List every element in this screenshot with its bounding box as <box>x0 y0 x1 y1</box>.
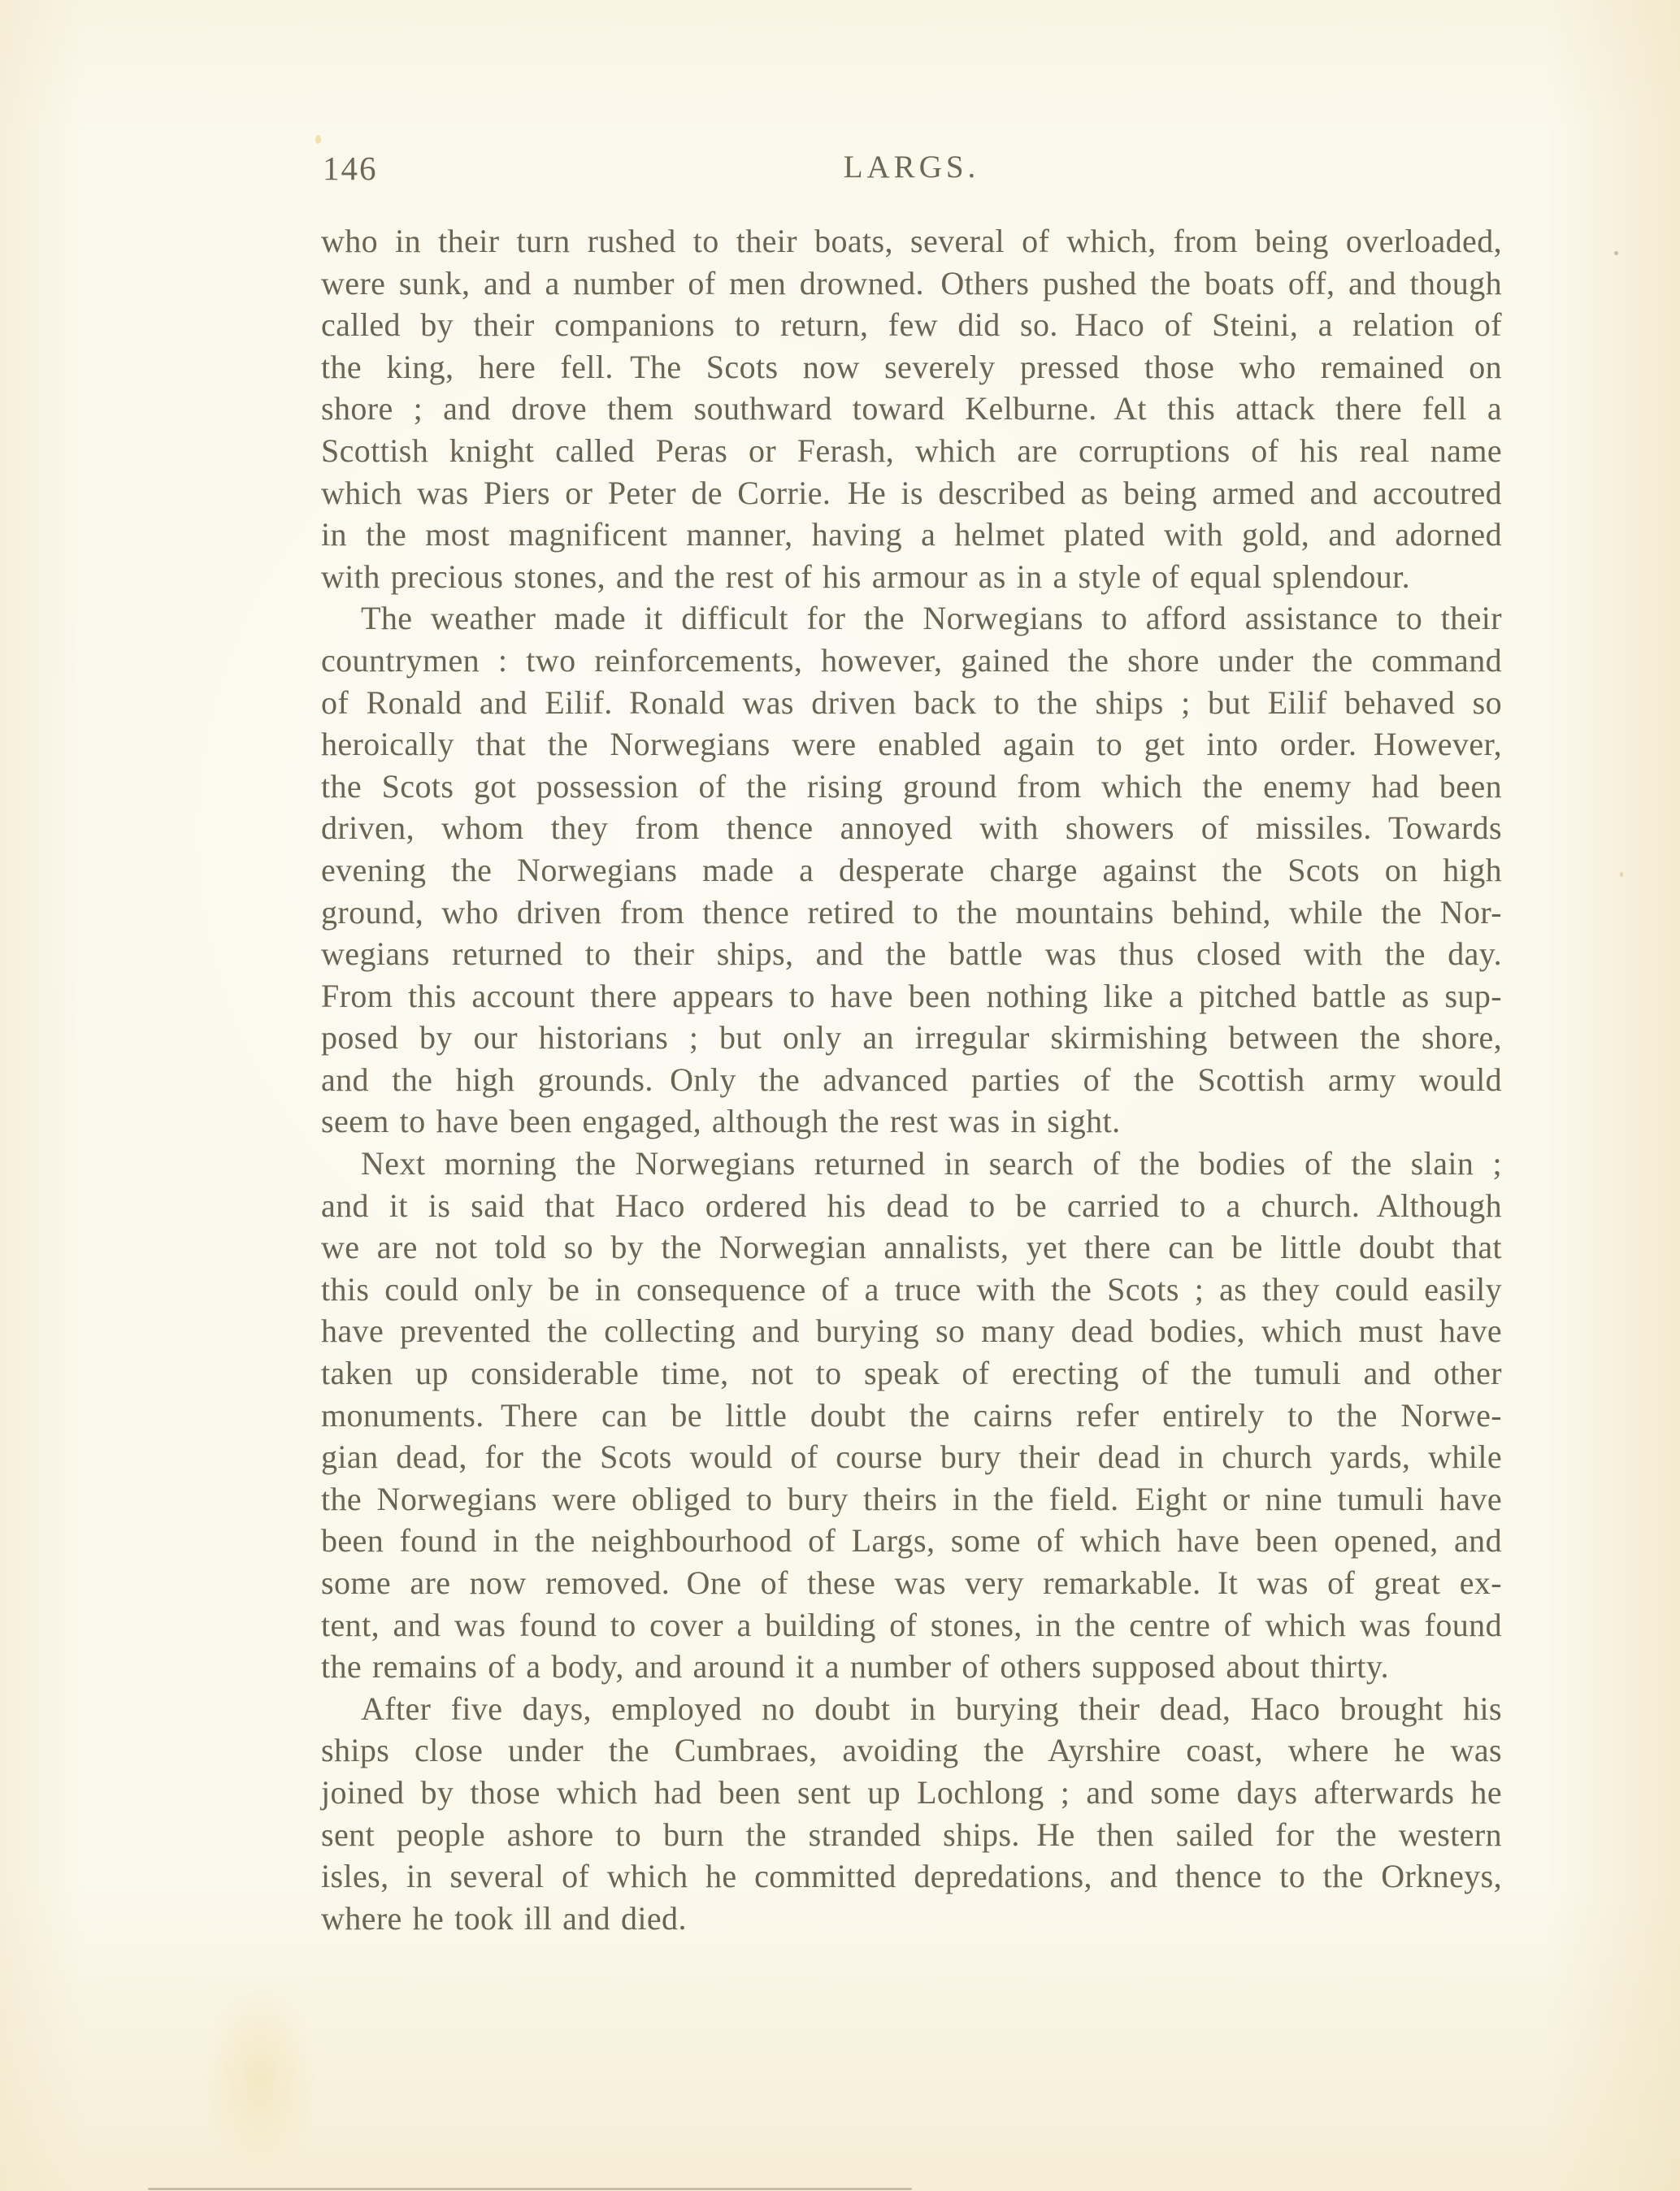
text-line: taken up considerable time, not to speak of erecting of the tumuli and other <box>321 1355 1502 1392</box>
text-line: with precious stones, and the rest of his armour as in a style of equal splendour. <box>321 558 1411 595</box>
paper-stain <box>203 1983 317 2178</box>
text-line: the Norwegians were obliged to bury theirs in the field. Eight or nine tumuli have <box>321 1480 1502 1517</box>
text-line: called by their companions to return, few did so. Haco of Steini, a relation of <box>321 306 1502 344</box>
page-number: 146 <box>323 150 378 187</box>
text-line: shore ; and drove them southward toward Kelburne. At this attack there fell a <box>321 390 1502 427</box>
text-line: ships close under the Cumbraes, avoiding the Ayrshire coast, where he was <box>321 1732 1502 1769</box>
text-line: sent people ashore to burn the stranded ships. He then sailed for the western <box>321 1816 1502 1853</box>
page-text <box>321 220 1502 1939</box>
page-header <box>321 149 1502 197</box>
text-line: seem to have been engaged, although the rest was in sight. <box>321 1103 1121 1140</box>
text-line: and the high grounds. Only the advanced parties of the Scottish army would <box>321 1061 1502 1098</box>
text-line: evening the Norwegians made a desperate charge against the Scots on high <box>321 851 1502 888</box>
text-line: joined by those which had been sent up Lochlong ; and some days afterwards he <box>321 1773 1502 1811</box>
text-line: The weather made it difficult for the Norwegians to afford assistance to their <box>361 600 1502 637</box>
text-line: posed by our historians ; but only an irregular skirmishing between the shore, <box>321 1019 1502 1056</box>
text-line: who in their turn rushed to their boats, several of which, from being overloaded, <box>321 223 1502 259</box>
text-line: been found in the neighbourhood of Largs, some of which have been opened, and <box>321 1522 1502 1560</box>
text-line: ground, who driven from thence retired to the mountains behind, while the Nor- <box>321 893 1502 931</box>
text-line: monuments. There can be little doubt the cairns refer entirely to the Norwe- <box>321 1396 1502 1434</box>
text-line: From this account there appears to have been nothing like a pitched battle as sup- <box>321 977 1502 1014</box>
text-line: in the most magnificent manner, having a helmet plated with gold, and adorned <box>321 516 1502 553</box>
text-line: driven, whom they from thence annoyed with showers of missiles. Towards <box>321 809 1502 847</box>
text-line: have prevented the collecting and burying so many dead bodies, which must have <box>321 1312 1502 1350</box>
text-line: which was Piers or Peter de Corrie. He is described as being armed and accoutred <box>321 474 1502 511</box>
text-line: isles, in several of which he committed depredations, and thence to the Orkneys, <box>321 1858 1502 1895</box>
text-line: we are not told so by the Norwegian annalists, yet there can be little doubt that <box>321 1229 1502 1266</box>
running-title: LARGS. <box>843 150 980 184</box>
paper-speck <box>315 135 321 144</box>
paper-speck <box>1614 251 1618 255</box>
text-line: After five days, employed no doubt in burying their dead, Haco brought his <box>361 1690 1502 1727</box>
text-line: gian dead, for the Scots would of course bury their dead in church yards, while <box>321 1438 1502 1476</box>
text-line: wegians returned to their ships, and the battle was thus closed with the day. <box>321 935 1502 973</box>
text-line: the king, here fell. The Scots now severely pressed those who remained on <box>321 348 1502 385</box>
text-line: the Scots got possession of the rising ground from which the enemy had been <box>321 767 1502 805</box>
text-line: were sunk, and a number of men drowned. Others pushed the boats off, and though <box>321 264 1502 302</box>
text-line: of Ronald and Eilif. Ronald was driven back to the ships ; but Eilif behaved so <box>321 683 1502 721</box>
text-line: and it is said that Haco ordered his dead to be carried to a church. Although <box>321 1187 1502 1224</box>
text-line: Scottish knight called Peras or Ferash, which are corruptions of his real name <box>321 432 1502 469</box>
text-line: countrymen : two reinforcements, however, gained the shore under the command <box>321 641 1502 679</box>
text-line: some are now removed. One of these was very remarkable. It was of great ex- <box>321 1564 1502 1601</box>
text-line: this could only be in consequence of a truce with the Scots ; as they could easily <box>321 1270 1502 1308</box>
text-line: where he took ill and died. <box>321 1899 687 1937</box>
paper-speck <box>1620 872 1623 877</box>
scan-edge-line <box>148 2188 912 2190</box>
text-line: Next morning the Norwegians returned in search of the bodies of the slain ; <box>361 1145 1502 1182</box>
text-line: heroically that the Norwegians were enabled again to get into order. However, <box>321 726 1502 763</box>
text-line: tent, and was found to cover a building of stones, in the centre of which was found <box>321 1606 1502 1643</box>
text-line: the remains of a body, and around it a number of others supposed about thirty. <box>321 1648 1390 1686</box>
